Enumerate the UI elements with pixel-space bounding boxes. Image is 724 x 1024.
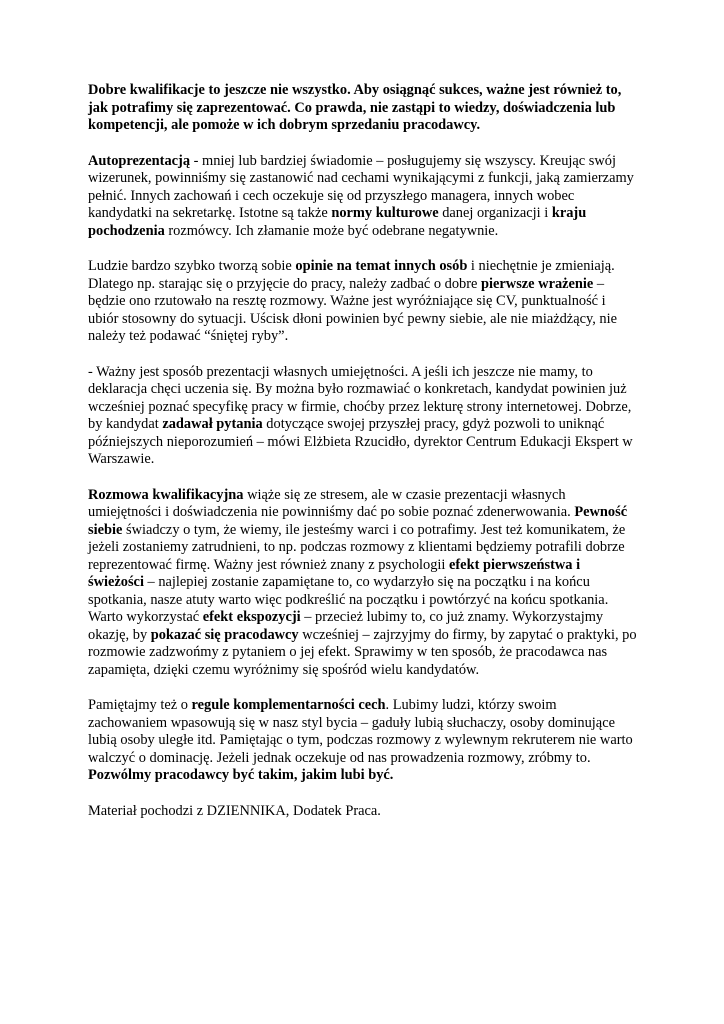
paragraph-text: wiąże się ze stresem, ale w czasie prezentacji własnych umiejętności i doświadczenia nie powinniśmy dać po sobie poznać zdenerwowania. — [88, 486, 575, 520]
bold-term: Autoprezentacją — [88, 152, 191, 169]
paragraph-first-impression — [88, 258, 638, 346]
paragraph-text: - Ważny jest sposób prezentacji własnych umiejętności. A jeśli ich jeszcze nie mamy, to deklaracja chęci uczenia się. By można było rozmawiać o konkretach, kandydat powinien już wcześniej poznać specyfikę pracy w firmie, choćby przez lekturę strony internetowej. Dobrze, by kandydat — [88, 363, 632, 432]
paragraph-text: – będzie ono rzutowało na resztę rozmowy. Ważne jest wyróżniające się CV, punktualność i ubiór stosowny do sytuacji. Uścisk dłoni powinien być pewny siebie, ale nie miażdżący, nie należy też podawać “śniętej ryby”. — [88, 275, 618, 344]
intro-paragraph: Dobre kwalifikacje to jeszcze nie wszystko. Aby osiągnąć sukces, ważne jest również to, jak potrafimy się zaprezentować. Co prawda, nie zastąpi to wiedzy, doświadczenia lub kompetencji, ale pomoże w ich dobrym sprzedaniu pracodawcy. — [88, 82, 622, 133]
paragraph-text: Pamiętajmy też o — [88, 697, 192, 713]
bold-term: Pozwólmy pracodawcy być takim, jakim lubi być. — [88, 767, 394, 783]
paragraph-text: danej organizacji i — [438, 205, 552, 221]
paragraph-complementarity — [88, 697, 638, 785]
paragraph-text: rozmówcy. Ich złamanie może być odebrane negatywnie. — [164, 222, 499, 239]
paragraph-text: – najlepiej zostanie zapamiętane to, co wydarzyło się na początku i na końcu spotkania, nasze atuty warto więc podkreślić na początku i powtórzyć na końcu spotkania. Warto wykorzystać — [88, 574, 609, 625]
source-note: Materiał pochodzi z DZIENNIKA, Dodatek Praca. — [88, 802, 381, 819]
paragraph-text: i niechętnie je zmieniają. Dlatego np. starając się o przyjęcie do pracy, należy zadbać o dobre — [88, 258, 615, 292]
bold-term: Pewność siebie — [88, 504, 628, 538]
paragraph-text: dotyczące swojej przyszłej pracy, gdyż pozwoli to uniknąć późniejszych nieporozumień – mówi Elżbieta Rzucidło, dyrektor Centrum Edukacji Ekspert w Warszawie. — [88, 416, 633, 467]
paragraph-text: świadczy o tym, że wiemy, ile jesteśmy warci i co potrafimy. Jest też komunikatem, że jeżeli zostaniemy zatrudnieni, to np. podczas rozmowy z klientami będziemy potrafili dobrze reprezentować firmę. Ważny jest również znany z psychologii — [88, 521, 626, 573]
bold-term: Rozmowa kwalifikacyjna — [88, 486, 244, 503]
paragraph-autoprezentacja — [88, 153, 638, 241]
bold-term: efekt pierwszeństwa i świeżości — [88, 556, 581, 590]
paragraph-interview — [88, 487, 638, 680]
bold-term: pokazać się pracodawcy — [150, 626, 299, 643]
paragraph-text: - mniej lub bardziej świadomie – posługujemy się wszyscy. Kreując swój wizerunek, powinniśmy się zastanowić nad cechami wynikającymi z funkcji, jaką zamierzamy pełnić. Innych zachowań i cech oczekuje się od przyszłego managera, innych wobec kandydatki na sekretarkę. Istotne są także — [88, 152, 634, 221]
paragraph-text: – przecież lubimy to, co już znamy. Wykorzystajmy okazję, by — [88, 609, 604, 643]
bold-term: efekt ekspozycji — [202, 609, 301, 625]
bold-term: normy kulturowe — [331, 205, 439, 221]
bold-term: kraju pochodzenia — [88, 205, 587, 239]
bold-term: pierwsze wrażenie — [481, 275, 594, 292]
paragraph-text: wcześniej – zajrzyjmy do firmy, by zapytać o praktyki, po rozmowie zadzwońmy z pytaniem o jej efekt. Sprawimy w ten sposób, że pracodawca nas zapamięta, dzięki czemu wyróżnimy się spośród wielu kandydatów. — [88, 626, 637, 678]
bold-term: zadawał pytania — [162, 416, 263, 432]
bold-term: regule komplementarności cech — [191, 697, 386, 713]
bold-term: opinie na temat innych osób — [295, 258, 468, 274]
paragraph-quote — [88, 364, 638, 469]
paragraph-text: . Lubimy ludzi, którzy swoim zachowaniem wpasowują się w nasz styl bycia – gaduły lubią słuchaczy, osoby dominujące lubią osoby uległe itd. Pamiętając o tym, podczas rozmowy z wylewnym rekruterem nie warto walczyć o dominację. Jeżeli jednak oczekuje od nas prowadzenia rozmowy, zróbmy to. — [88, 697, 633, 766]
paragraph-text: Ludzie bardzo szybko tworzą sobie — [88, 258, 296, 274]
